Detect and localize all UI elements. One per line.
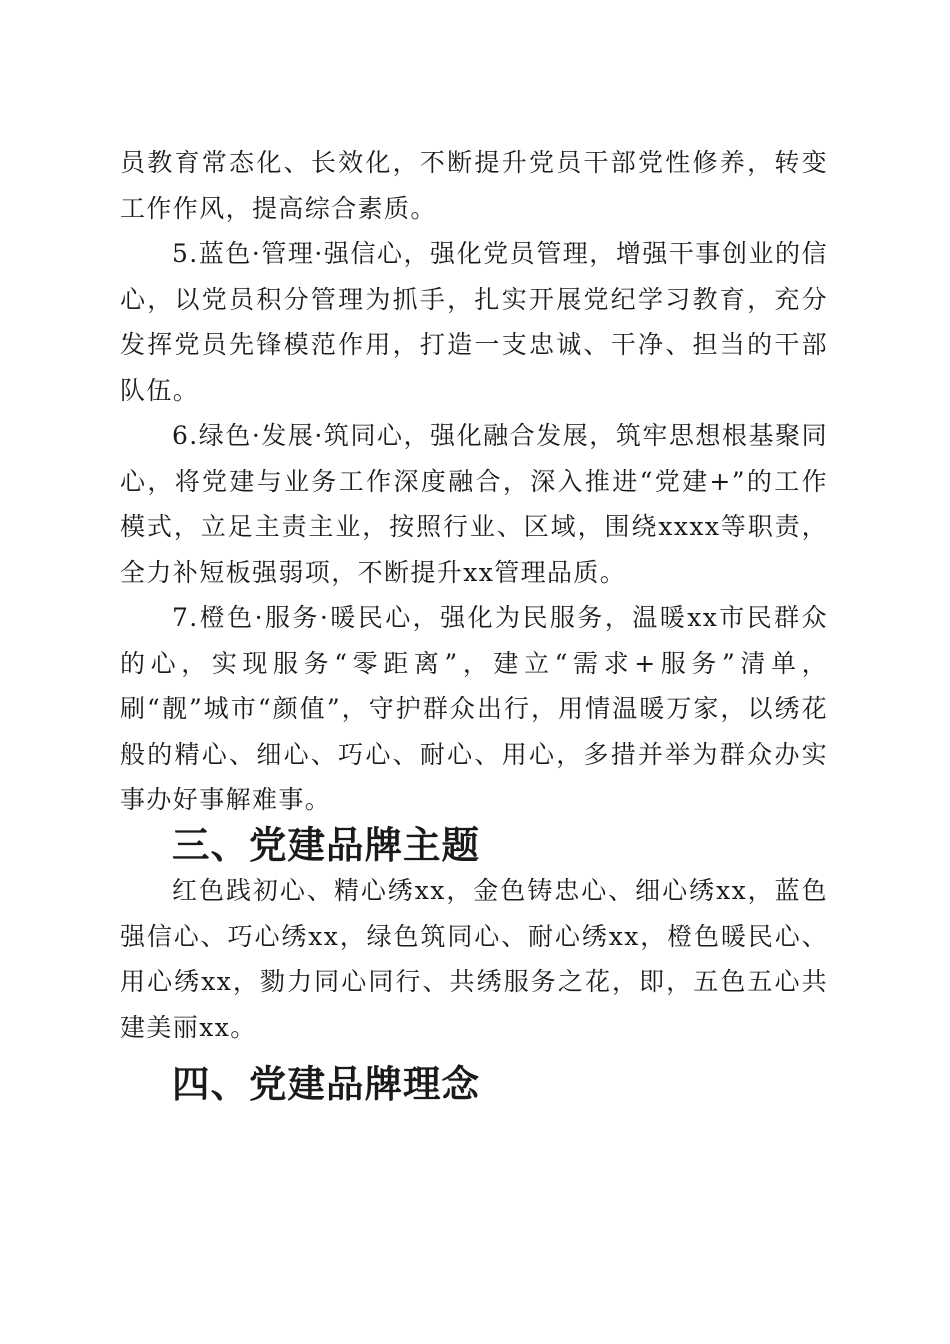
paragraph-item-5: 5.蓝色·管理·强信心，强化党员管理，增强干事创业的信心，以党员积分管理为抓手，扎实开展党纪学习教育，充分发挥党员先锋模范作用，打造一支忠诚、干净、担当的干部队伍。 (120, 239, 828, 405)
paragraph-continuation: 员教育常态化、长效化，不断提升党员干部党性修养，转变工作作风，提高综合素质。 (120, 148, 828, 223)
paragraph-brand-theme: 红色践初心、精心绣xx，金色铸忠心、细心绣xx，蓝色强信心、巧心绣xx，绿色筑同心、耐心绣xx，橙色暖民心、用心绣xx，勠力同心同行、共绣服务之花，即，五色五心共建美丽xx。 (120, 876, 828, 1042)
document-body (120, 140, 828, 1108)
paragraph-item-6: 6.绿色·发展·筑同心，强化融合发展，筑牢思想根基聚同心，将党建与业务工作深度融合，深入推进“党建+”的工作模式，立足主责主业，按照行业、区域，围绕xxxx等职责，全力补短板强弱项，不断提升xx管理品质。 (120, 421, 828, 587)
section-heading-brand-theme: 三、党建品牌主题 (172, 822, 480, 867)
paragraph-item-7: 7.橙色·服务·暖民心，强化为民服务，温暖xx市民群众的心，实现服务“零距离”，建立“需求+服务”清单，刷“靓”城市“颜值”，守护群众出行，用情温暖万家，以绣花般的精心、细心、巧心、耐心、用心，多措并举为群众办实事办好事解难事。 (120, 603, 828, 814)
section-heading-brand-concept: 四、党建品牌理念 (172, 1062, 480, 1106)
